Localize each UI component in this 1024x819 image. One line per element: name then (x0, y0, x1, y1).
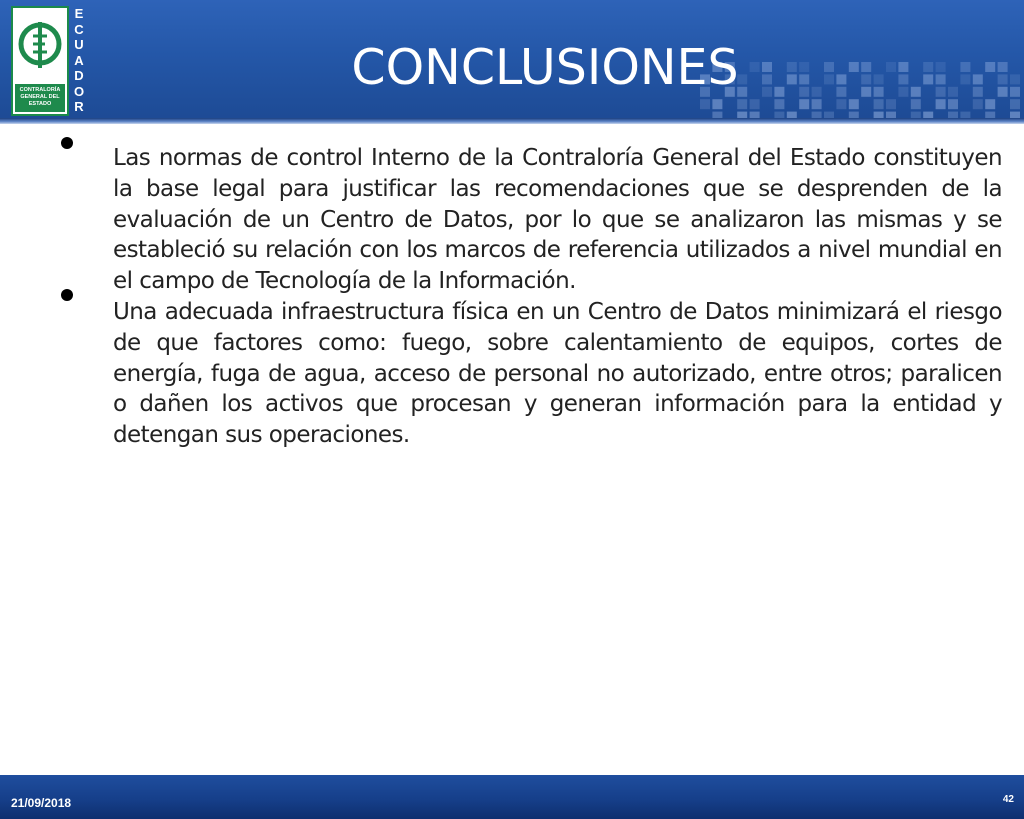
logo-letter: U (74, 37, 84, 52)
mosaic-tile (973, 99, 983, 109)
mosaic-tile (911, 87, 921, 97)
mosaic-tile (898, 87, 908, 97)
page-number: 42 (1002, 794, 1014, 805)
mosaic-tile (874, 74, 884, 84)
mosaic-tile (861, 62, 871, 72)
mosaic-tile (1010, 99, 1020, 109)
mosaic-tile (824, 62, 834, 72)
mosaic-tile (960, 74, 970, 84)
mosaic-tile (799, 62, 809, 72)
logo-letter: E (74, 6, 84, 21)
bullet-icon (61, 137, 73, 149)
mosaic-tile (886, 62, 896, 72)
mosaic-tile (973, 87, 983, 97)
mosaic-tile (874, 99, 884, 109)
logo-org-name: CONTRALORÍA GENERAL DEL ESTADO (15, 84, 65, 112)
mosaic-tile (849, 62, 859, 72)
mosaic-tile (960, 62, 970, 72)
footer-date: 21/09/2018 (11, 796, 72, 810)
mosaic-tile (712, 99, 722, 109)
logo-letter: R (74, 99, 84, 114)
mosaic-tile (750, 99, 760, 109)
mosaic-tile (1010, 74, 1020, 84)
mosaic-tile (998, 62, 1008, 72)
mosaic-tile (774, 99, 784, 109)
mosaic-tile (1010, 87, 1020, 97)
footer-bar (0, 775, 1024, 819)
logo-letter: C (74, 21, 84, 37)
logo-letter: O (73, 83, 85, 99)
cge-logo (11, 6, 69, 116)
mosaic-tile (998, 87, 1008, 97)
mosaic-tile (812, 99, 822, 109)
header-divider (0, 118, 1024, 124)
bullet-icon (61, 289, 73, 301)
mosaic-tile (985, 99, 995, 109)
mosaic-tile (737, 99, 747, 109)
mosaic-tile (973, 74, 983, 84)
bullet-text: Una adecuada infraestructura física en un Centro de Datos minimizará el riesgo de que factores como: fuego, sobre calentamiento de equipos, cortes de energía, fuga de agua, acceso de personal no autorizado, entre otros; paralicen o dañen los activos que procesan y generan información para la entidad y detengan sus operaciones. (113, 298, 1002, 449)
mosaic-tile (824, 74, 834, 84)
cge-emblem-icon (15, 10, 65, 82)
mosaic-tile (886, 99, 896, 109)
mosaic-tile (948, 87, 958, 97)
slide-body (113, 143, 1002, 451)
mosaic-tile (923, 62, 933, 72)
mosaic-tile (898, 74, 908, 84)
header-bar (0, 0, 1024, 122)
mosaic-tile (799, 87, 809, 97)
mosaic-tile (936, 74, 946, 84)
mosaic-tile (861, 74, 871, 84)
mosaic-tile (936, 87, 946, 97)
mosaic-tile (799, 99, 809, 109)
mosaic-tile (812, 87, 822, 97)
mosaic-tile (861, 87, 871, 97)
bullet-text: Las normas de control Interno de la Contraloría General del Estado constituyen la base legal para justificar las recomendaciones que se desprenden de la evaluación de un Centro de Datos, por lo que se analizaron las mismas y se estableció su relación con los marcos de referencia utilizados a nivel mundial en el campo de Tecnología de la Información. (113, 145, 1002, 295)
mosaic-tile (836, 74, 846, 84)
mosaic-tile (998, 74, 1008, 84)
mosaic-tile (849, 99, 859, 109)
mosaic-tile (898, 62, 908, 72)
mosaic-tile (923, 74, 933, 84)
logo-letter: A (74, 52, 84, 68)
mosaic-tile (911, 99, 921, 109)
mosaic-tile (836, 99, 846, 109)
slide-title: CONCLUSIONES (351, 39, 739, 96)
mosaic-tile (836, 87, 846, 97)
mosaic-tile (700, 99, 710, 109)
mosaic-tile (936, 62, 946, 72)
mosaic-tile (948, 99, 958, 109)
mosaic-tile (985, 62, 995, 72)
mosaic-tile (936, 99, 946, 109)
logo-country-letters (72, 6, 86, 118)
mosaic-tile (799, 74, 809, 84)
mosaic-tile (874, 87, 884, 97)
logo-letter: D (74, 68, 84, 83)
